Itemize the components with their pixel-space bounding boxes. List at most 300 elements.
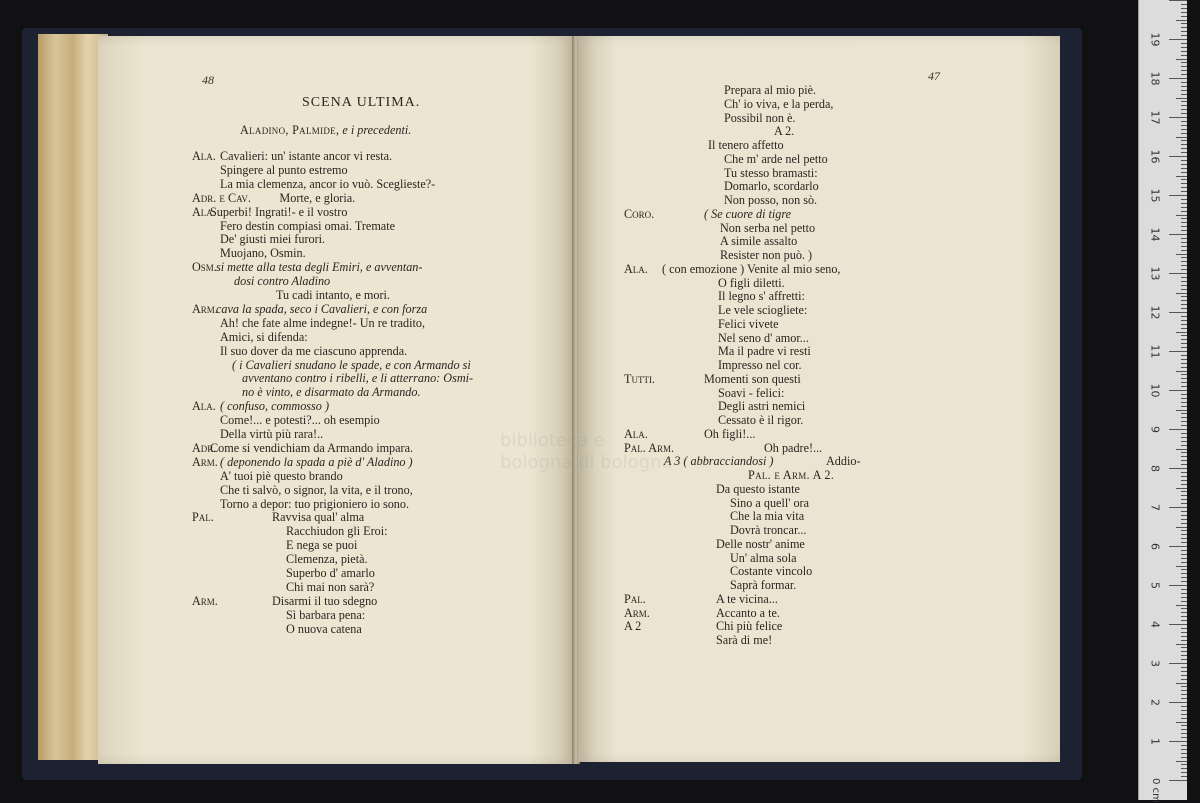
ruler-tick [1181,308,1187,309]
ruler-tick [1181,558,1187,559]
ruler-tick [1169,195,1187,196]
ruler-label: 13 [1148,266,1162,281]
ruler-label: 4 [1148,621,1162,628]
ruler-tick [1181,324,1187,325]
ruler-tick [1181,710,1187,711]
verse-line: Sino a quell' ora [730,495,810,510]
ruler-label: 9 [1148,426,1162,433]
speaker-label: Ala. [624,426,648,441]
ruler-tick [1181,651,1187,652]
ruler-tick [1181,554,1187,555]
speaker-label: Osm. [192,260,217,275]
ruler-label: 8 [1148,465,1162,472]
verse-line: Ah! che fate alme indegne!- Un re tradito, [220,315,426,330]
ruler-tick [1181,523,1187,524]
verse-line: Felici vivete [718,316,779,331]
ruler-tick [1181,421,1187,422]
verse-line: Il suo dover da me ciascuno apprenda. [220,343,408,358]
speaker-label: Ala. [192,204,216,219]
ruler-tick [1181,222,1187,223]
ruler-tick [1169,234,1187,235]
page-number: 48 [202,73,214,87]
ruler-tick [1181,616,1187,617]
ruler-tick [1169,468,1187,469]
left-page [98,36,576,764]
verse-line: Che ti salvò, o signor, la vita, e il trono, [220,482,413,497]
ruler-tick [1181,257,1187,258]
verse-line: Amici, si difenda: [220,329,308,344]
ruler-tick [1169,624,1187,625]
ruler-tick [1181,168,1187,169]
ruler-tick [1181,374,1187,375]
ruler-tick [1181,113,1187,114]
ruler-tick [1181,339,1187,340]
ruler-tick [1181,367,1187,368]
ruler-tick [1181,772,1187,773]
characters-heading [240,124,411,138]
library-watermark: biblioteca e bologna di bologna [500,430,673,473]
ruler-tick [1176,449,1187,450]
ruler-tick [1181,413,1187,414]
ruler-tick [1181,534,1187,535]
ruler-tick [1181,265,1187,266]
verse-line: Oh padre!... [764,440,823,455]
ruler-tick [1181,285,1187,286]
ruler-tick [1181,745,1187,746]
ruler-tick [1181,491,1187,492]
ruler-tick [1169,39,1187,40]
ruler-label: 12 [1148,305,1162,320]
ruler-tick [1169,429,1187,430]
speaker-label: Ala. [192,149,216,163]
verse-line: Come!... e potesti?... oh esempio [220,413,380,428]
ruler-tick [1176,20,1187,21]
ruler-tick [1181,179,1187,180]
verse-line: ( confuso, commosso ) [220,399,329,414]
ruler-tick [1181,133,1187,134]
ruler-tick [1181,328,1187,329]
ruler-tick [1181,386,1187,387]
ruler-label: 1 [1148,738,1162,745]
ruler-tick [1169,702,1187,703]
ruler-tick [1181,218,1187,219]
ruler-tick [1181,511,1187,512]
ruler-tick [1181,655,1187,656]
ruler-tick [1181,152,1187,153]
ruler-tick [1181,304,1187,305]
ruler-tick [1176,683,1187,684]
ruler-tick [1181,230,1187,231]
verse-line: ( deponendo la spada a piè d' Aladino ) [220,454,413,469]
speaker-label: Adr. [192,440,217,455]
measurement-ruler [1138,0,1187,803]
verse-line: Fero destin compiasi omai. Tremate [220,218,396,233]
ruler-tick [1181,203,1187,204]
ruler-tick [1181,698,1187,699]
ruler-tick [1181,4,1187,5]
ruler-tick [1181,296,1187,297]
ruler-tick [1181,601,1187,602]
ruler-tick [1181,394,1187,395]
ruler-tick [1181,445,1187,446]
verse-line: Degli astri nemici [718,399,806,414]
ruler-tick [1181,437,1187,438]
ruler-tick [1181,90,1187,91]
ruler-label: 14 [1148,227,1162,242]
verse-line: Muojano, Osmin. [220,246,306,261]
ruler-tick [1181,628,1187,629]
ruler-tick [1169,117,1187,118]
characters-heading-note: e i precedenti. [339,123,412,137]
speaker-label: Adr. e Cav. [192,190,251,205]
ruler-tick [1181,671,1187,672]
ruler-tick [1181,300,1187,301]
verse-line: Possibil non è. [724,110,796,125]
ruler-tick [1169,780,1187,781]
verse-line: Sarà di me! [716,633,773,647]
ruler-tick [1181,359,1187,360]
verse-line: Tu cadi intanto, e mori. [276,288,390,302]
verse-line: Impresso nel cor. [718,358,802,372]
ruler-tick [1176,137,1187,138]
speaker-label: Arm. [192,301,218,316]
ruler-tick [1181,776,1187,777]
ruler-tick [1181,519,1187,520]
ruler-tick [1181,441,1187,442]
ruler-tick [1181,105,1187,106]
ruler-tick [1181,562,1187,563]
ruler-tick [1181,51,1187,52]
ruler-tick [1181,733,1187,734]
verse-line: Momenti son questi [704,371,801,386]
verse-line: Ravvisa qual' alma [272,510,365,525]
speaker-label: A 2 [624,619,642,634]
ruler-tick [1181,144,1187,145]
speaker-label: Ala. [624,261,648,276]
verse-line: Delle nostr' anime [716,536,805,551]
ruler-label: 2 [1148,699,1162,706]
ruler-tick [1181,679,1187,680]
ruler-tick [1181,573,1187,574]
ruler-tick [1181,659,1187,660]
ruler-tick [1181,183,1187,184]
right-page [578,36,1060,762]
verse-line: Costante vincolo [730,564,813,579]
ruler-tick [1169,507,1187,508]
ruler-tick [1181,211,1187,212]
ruler-label: 6 [1148,543,1162,550]
verse-line: La mia clemenza, ancor io vuò. Sceglieste?- [220,176,436,191]
ruler-tick [1181,577,1187,578]
ruler-tick [1181,199,1187,200]
ruler-tick [1181,363,1187,364]
ruler-tick [1181,27,1187,28]
verse-line: Chi più felice [716,619,783,634]
ruler-label: 15 [1148,188,1162,203]
verse-line: Ch' io viva, e la perda, [724,96,834,111]
ruler-tick [1169,351,1187,352]
ruler-tick [1181,238,1187,239]
ruler-tick [1181,636,1187,637]
ruler-tick [1176,371,1187,372]
ruler-tick [1181,714,1187,715]
verse-line: Da questo istante [716,481,800,496]
ruler-tick [1181,632,1187,633]
ruler-tick [1181,718,1187,719]
verse-line: O nuova catena [286,621,362,636]
verse-line: Ma il padre vi resti [718,344,811,359]
ruler-tick [1181,355,1187,356]
speaker-label: Arm. [192,454,218,469]
ruler-tick [1176,332,1187,333]
scene-heading: SCENA ULTIMA. [302,95,421,110]
ruler-tick [1181,690,1187,691]
ruler-tick [1181,47,1187,48]
ruler-tick [1181,675,1187,676]
verse-line: Tu stesso bramasti: [724,165,818,180]
ruler-tick [1181,191,1187,192]
verse-line: Che m' arde nel petto [724,151,828,166]
ruler-tick [1169,663,1187,664]
ruler-tick [1181,495,1187,496]
ruler-tick [1181,398,1187,399]
verse-line: Il legno s' affretti: [718,289,805,304]
ruler-tick [1181,729,1187,730]
ruler-tick [1181,316,1187,317]
ruler-tick [1181,43,1187,44]
ruler-tick [1181,725,1187,726]
ruler-tick [1181,406,1187,407]
ruler-tick [1181,12,1187,13]
ruler-tick [1169,156,1187,157]
verse-line: Clemenza, pietà. [286,552,368,567]
ruler-tick [1181,164,1187,165]
ruler-tick [1169,741,1187,742]
ruler-tick [1181,581,1187,582]
verse-line: si mette alla testa degli Emiri, e avventan- [216,260,423,275]
ruler-tick [1181,277,1187,278]
ruler-tick [1181,417,1187,418]
ruler-tick [1181,764,1187,765]
ruler-tick [1169,273,1187,274]
speaker-label: Arm. [624,605,650,620]
ruler-tick [1181,109,1187,110]
verse-line: Spingere al punto estremo [220,162,348,177]
ruler-tick [1181,530,1187,531]
ruler-tick [1181,160,1187,161]
ruler-tick [1169,390,1187,391]
verse-line: avventano contro i ribelli, e li atterrano: Osmi- [242,371,474,386]
ruler-tick [1181,647,1187,648]
ruler-label: 10 [1148,383,1162,398]
verse-line: cava la spada, seco i Cavalieri, e con forza [216,301,428,316]
ruler-label: 17 [1148,110,1162,125]
verse-line: Un' alma sola [730,550,797,565]
ruler-tick [1181,382,1187,383]
verse-line: Accanto a te. [716,605,780,620]
verse-line: Oh figli!... [704,426,756,441]
ruler-tick [1181,433,1187,434]
ruler-tick [1181,515,1187,516]
verse-line: ( i Cavalieri snudano le spade, e con Armando si [232,357,471,372]
ruler-tick [1181,16,1187,17]
ruler-label: 5 [1148,582,1162,589]
ruler-tick [1181,129,1187,130]
ruler-tick [1181,101,1187,102]
ruler-unit: 0 cm [1149,778,1161,803]
speaker-label: Ala. [192,399,216,414]
verse-line: Saprà formar. [730,578,797,592]
ruler-tick [1181,620,1187,621]
ruler-label: 3 [1148,660,1162,667]
ruler-tick [1181,538,1187,539]
ruler-tick [1181,320,1187,321]
ruler-tick [1181,476,1187,477]
ruler-tick [1181,343,1187,344]
ruler-tick [1181,460,1187,461]
ruler-tick [1181,269,1187,270]
verse-line: Racchiudon gli Eroi: [286,524,388,539]
verse-line: Domarlo, scordarlo [724,179,819,194]
page-number: 47 [928,69,940,83]
ruler-tick [1181,86,1187,87]
ruler-tick [1181,226,1187,227]
ruler-tick [1181,121,1187,122]
ruler-tick [1181,125,1187,126]
ruler-tick [1181,737,1187,738]
ruler-tick [1181,8,1187,9]
ruler-tick [1181,55,1187,56]
verse-line: Morte, e gloria. [279,190,356,205]
verse-line: A' tuoi piè questo brando [220,468,343,483]
ruler-tick [1181,140,1187,141]
verse-line: Come si vendichiam da Armando impara. [210,440,414,455]
speaker-label: Pal. Arm. [624,440,675,455]
ruler-tick [1181,281,1187,282]
verse-line-addio: Addio- [826,454,861,469]
ruler-tick [1181,347,1187,348]
verse-line: ( con emozione ) Venite al mio seno, [662,261,841,276]
ruler-tick [1181,261,1187,262]
verse-line: Che la mia vita [730,509,805,524]
ruler-tick [1181,425,1187,426]
ruler-tick [1181,187,1187,188]
verse-line: Cessato è il rigor. [718,413,804,427]
ruler-tick [1181,612,1187,613]
ruler-tick [1181,456,1187,457]
verse-line: Chi mai non sarà? [286,579,375,594]
ruler-label: 11 [1148,344,1162,359]
ruler-label: 19 [1148,32,1162,47]
ruler-tick [1181,289,1187,290]
ruler-tick [1181,499,1187,500]
verse-line: Disarmi il tuo sdegno [272,593,378,608]
ruler-tick [1181,757,1187,758]
ruler-tick [1181,250,1187,251]
verse-line: Soavi - felici: [718,385,785,400]
ruler-tick [1181,31,1187,32]
ruler-tick [1181,70,1187,71]
speaker-label: Pal. [624,591,646,606]
ruler-tick [1176,644,1187,645]
ruler-tick [1176,566,1187,567]
ruler-tick [1176,605,1187,606]
ruler-tick [1176,254,1187,255]
ruler-tick [1181,335,1187,336]
ruler-tick [1181,706,1187,707]
verse-line: A 3 ( abbracciandosi ) [664,454,774,469]
verse-line: Non serba nel petto [720,220,816,235]
ruler-tick [1169,546,1187,547]
ruler-tick [1176,98,1187,99]
ruler-tick [1181,484,1187,485]
ruler-tick [1181,640,1187,641]
ruler-tick [1176,293,1187,294]
ruler-label: 16 [1148,149,1162,164]
ruler-tick [1176,215,1187,216]
verse-line: no è vinto, e disarmato da Armando. [242,385,421,400]
verse-line: ( Se cuore di tigre [704,206,792,221]
verse-line: Superbi! Ingrati!- e il vostro [210,204,348,219]
verse-line: Cavalieri: un' istante ancor vi resta. [220,149,393,163]
verse-line: Il tenero affetto [708,138,784,152]
verse-line: Resister non può. ) [720,248,813,262]
ruler-tick [1181,452,1187,453]
ruler-tick [1181,378,1187,379]
ruler-tick [1181,82,1187,83]
verse-line: Superbo d' amarlo [286,566,375,580]
ruler-tick [1181,207,1187,208]
ruler-tick [1181,768,1187,769]
verse-line: Pal. e Arm. A 2. [748,468,835,482]
ruler-tick [1181,246,1187,247]
ruler-tick [1181,242,1187,243]
verse-line: A 2. [774,124,795,139]
ruler-tick [1169,312,1187,313]
verse-line: Non posso, non sò. [724,193,818,207]
ruler-tick [1176,59,1187,60]
ruler-tick [1181,66,1187,67]
verse-line: O figli diletti. [718,275,785,290]
ruler-tick [1181,62,1187,63]
ruler-tick [1181,148,1187,149]
ruler-tick [1181,472,1187,473]
ruler-tick [1181,608,1187,609]
ruler-tick [1181,35,1187,36]
ruler-tick [1181,749,1187,750]
ruler-tick [1169,78,1187,79]
verse-line: Dovrà troncar... [730,523,807,537]
verse-line: Della virtù più rara!.. [220,427,324,441]
ruler-tick [1176,761,1187,762]
verse-line: A simile assalto [720,234,798,249]
ruler-tick [1176,488,1187,489]
speaker-label: Pal. [192,510,214,525]
ruler-tick [1176,176,1187,177]
ruler-tick [1181,597,1187,598]
ruler-tick [1181,686,1187,687]
ruler-tick [1176,722,1187,723]
ruler-tick [1181,94,1187,95]
ruler-label: 18 [1148,71,1162,86]
ruler-tick [1181,402,1187,403]
ruler-tick [1181,74,1187,75]
ruler-tick [1176,410,1187,411]
verse-line: Le vele sciogliete: [718,303,808,317]
verse-line: Torno a depor: tuo prigioniero io sono. [220,496,410,511]
ruler-tick [1181,589,1187,590]
ruler-tick [1181,172,1187,173]
